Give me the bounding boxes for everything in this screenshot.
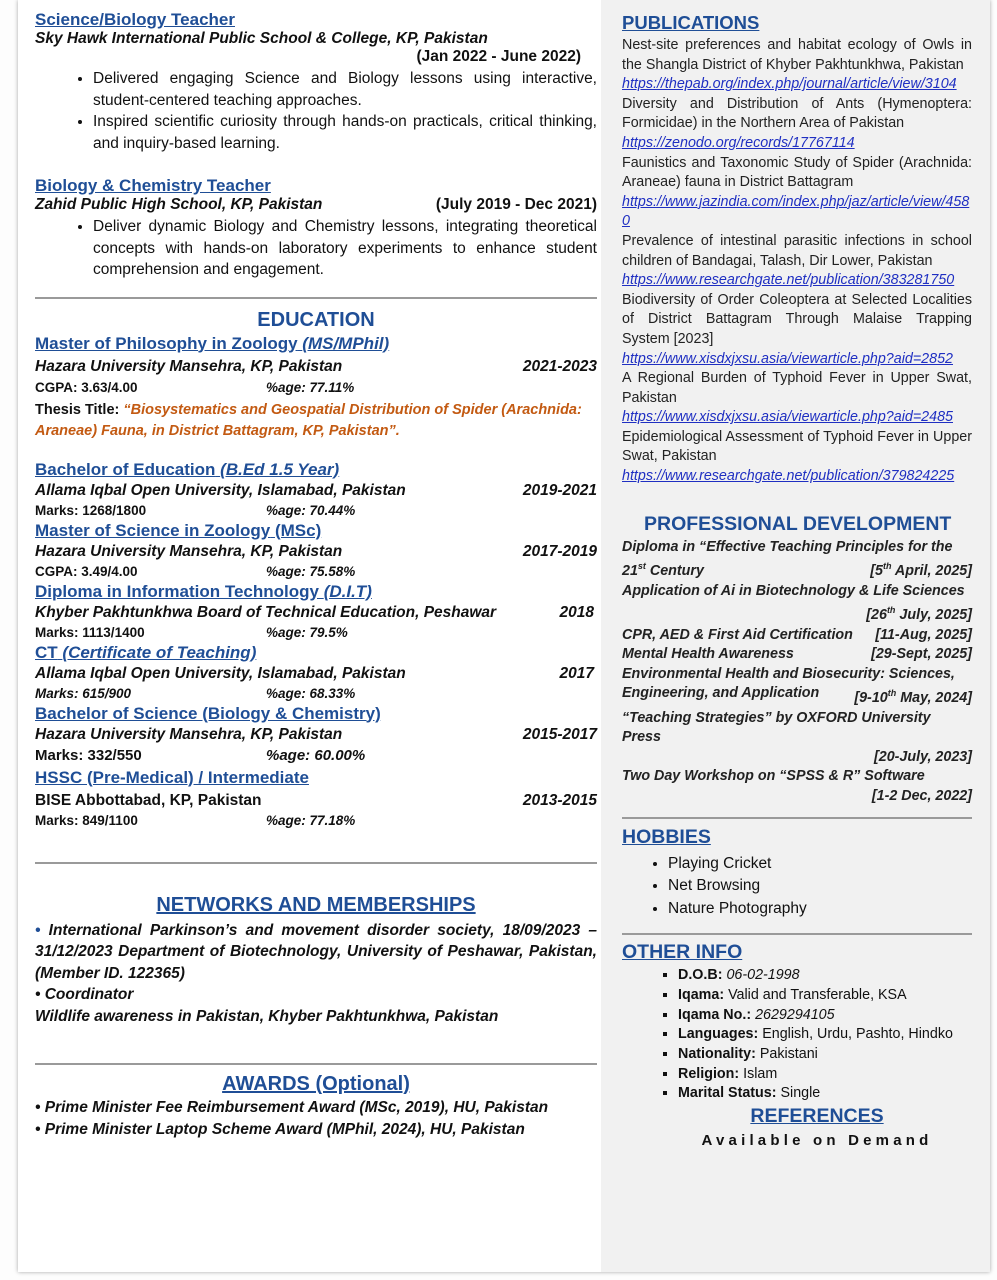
award-text: Prime Minister Fee Reimbursement Award (MSc, 2019), HU, Pakistan bbox=[44, 1099, 549, 1116]
network-role: Coordinator bbox=[44, 986, 134, 1003]
info-item bbox=[678, 1084, 972, 1104]
award-item: • Prime Minister Laptop Scheme Award (MPhil, 2024), HU, Pakistan bbox=[35, 1120, 525, 1138]
publication-item bbox=[622, 291, 972, 369]
publication-title: Diversity and Distribution of Ants (Hymenoptera: Formicidae) in the Northern Area of Pakistan bbox=[622, 95, 972, 132]
right-column bbox=[622, 12, 972, 1149]
degree-marks bbox=[35, 686, 597, 701]
degree-abbr: (D.I.T) bbox=[323, 581, 372, 601]
degree-marks bbox=[35, 380, 597, 395]
job-bullets bbox=[35, 68, 597, 154]
degree-abbr: (Certificate of Teaching) bbox=[62, 642, 257, 662]
degree-item bbox=[35, 768, 597, 828]
degree-title bbox=[35, 582, 597, 602]
degree-name: Master of Philosophy in Zoology bbox=[35, 333, 298, 353]
pd-text: [5 bbox=[870, 563, 883, 580]
publication-title: Biodiversity of Order Coleoptera at Selected Localities of District Battagram Through Malaise Trapping System [2023] bbox=[622, 291, 972, 347]
pd-text: April, 2025] bbox=[891, 563, 972, 580]
degree-inst: Hazara University Mansehra, KP, Pakistan bbox=[35, 725, 343, 743]
degree-years: 2021-2023 bbox=[522, 357, 597, 375]
pd-date bbox=[854, 684, 972, 708]
publication-item bbox=[622, 36, 972, 95]
degree-years: 2013-2015 bbox=[522, 791, 597, 809]
degree-pct: %age: 68.33% bbox=[266, 685, 356, 701]
pd-sup: th bbox=[887, 688, 897, 699]
pd-item bbox=[622, 665, 972, 709]
publication-link[interactable]: https://thepab.org/index.php/journal/article/view/3104 bbox=[622, 76, 957, 93]
degree-score: Marks: 849/1100 bbox=[35, 812, 138, 828]
degree-item bbox=[35, 643, 597, 701]
job-bullet: • Inspired scientific curiosity through hands-on practicals, critical thinking, and inquiry-based learning. bbox=[93, 111, 597, 154]
degree-score: Marks: 615/900 bbox=[35, 685, 132, 701]
publications-list bbox=[622, 36, 972, 487]
pd-date: [29-Sept, 2025] bbox=[871, 646, 972, 663]
publication-link[interactable]: https://zenodo.org/records/17767114 bbox=[622, 134, 855, 151]
pd-date: [11-Aug, 2025] bbox=[875, 626, 972, 643]
divider bbox=[35, 297, 597, 299]
degree-pct: %age: 70.44% bbox=[266, 502, 356, 518]
job-dates: (Jan 2022 - June 2022) bbox=[416, 48, 581, 65]
pd-sup: th bbox=[882, 561, 892, 572]
award-item: • Prime Minister Fee Reimbursement Award (MSc, 2019), HU, Pakistan bbox=[35, 1099, 549, 1116]
degree-inst: Hazara University Mansehra, KP, Pakistan bbox=[35, 357, 343, 375]
degree-item bbox=[35, 521, 597, 579]
degree-pct: %age: 79.5% bbox=[266, 624, 348, 640]
job-org bbox=[35, 30, 597, 48]
info-value: Valid and Transferable, KSA bbox=[724, 986, 907, 1003]
publication-link[interactable]: https://www.researchgate.net/publication/383281750 bbox=[622, 272, 955, 289]
divider bbox=[622, 817, 972, 819]
info-label: D.O.B: bbox=[678, 967, 723, 984]
network-detail: Wildlife awareness in Pakistan, Khyber Pakhtunkhwa, Pakistan bbox=[35, 1007, 499, 1025]
pd-date bbox=[870, 557, 972, 581]
degree-inst: Allama Iqbal Open University, Islamabad, Pakistan bbox=[35, 481, 406, 499]
degree-marks bbox=[35, 747, 597, 764]
degree-years: 2018 bbox=[559, 603, 594, 621]
info-value: 06-02-1998 bbox=[722, 967, 800, 984]
divider bbox=[35, 862, 597, 864]
degree-years: 2017-2019 bbox=[522, 542, 597, 560]
info-label: Marital Status: bbox=[678, 1085, 777, 1102]
degree-score: CGPA: 3.49/4.00 bbox=[35, 563, 138, 579]
thesis-label: Thesis Title: bbox=[35, 401, 120, 418]
pd-sup: st bbox=[637, 561, 646, 572]
degree-title bbox=[35, 460, 597, 480]
hobby-item: • Net Browsing bbox=[668, 875, 972, 898]
pd-title-cont: Engineering, and Application bbox=[622, 685, 820, 702]
other-info-list bbox=[622, 966, 972, 1104]
awards-heading: AWARDS (Optional) bbox=[222, 1073, 410, 1095]
degree-abbr: (MS/MPhil) bbox=[302, 333, 390, 353]
job-bullet: • Delivered engaging Science and Biology lessons using interactive, student-centered teaching approaches. bbox=[93, 68, 597, 111]
degree-marks bbox=[35, 503, 597, 518]
pd-item bbox=[622, 626, 972, 646]
hobby-item: • Nature Photography bbox=[668, 898, 972, 921]
degree-score: Marks: 1268/1800 bbox=[35, 502, 147, 518]
pd-text: [26 bbox=[866, 606, 887, 623]
degree-inst-row bbox=[35, 543, 597, 561]
pd-date: [1-2 Dec, 2022] bbox=[871, 788, 972, 805]
pd-title: “Teaching Strategies” by OXFORD University Press bbox=[622, 709, 931, 746]
pd-line bbox=[622, 557, 972, 581]
degree-name: Master of Science in Zoology bbox=[35, 520, 271, 540]
pd-title: Diploma in “Effective Teaching Principles for the bbox=[622, 538, 953, 555]
education-heading: EDUCATION bbox=[257, 308, 375, 331]
references-text: Available on Demand bbox=[701, 1132, 933, 1150]
degree-marks bbox=[35, 813, 597, 828]
degree-title bbox=[35, 521, 597, 541]
degree-inst: Allama Iqbal Open University, Islamabad, Pakistan bbox=[35, 664, 406, 682]
degree-inst: Hazara University Mansehra, KP, Pakistan bbox=[35, 542, 343, 560]
job-org-text: Sky Hawk International Public School & College, KP, Pakistan bbox=[35, 30, 488, 47]
degree-item bbox=[35, 460, 597, 518]
publication-item bbox=[622, 154, 972, 232]
degree-years: 2015-2017 bbox=[522, 725, 597, 743]
hobbies-heading: HOBBIES bbox=[622, 825, 711, 848]
degree-inst-row bbox=[35, 358, 597, 376]
degree-inst-row bbox=[35, 665, 597, 683]
pd-sup: th bbox=[886, 605, 896, 616]
networks-body bbox=[35, 920, 597, 1028]
job-org-text: Zahid Public High School, KP, Pakistan bbox=[35, 196, 323, 213]
info-label: Iqama: bbox=[678, 986, 725, 1003]
degree-pct: %age: 77.18% bbox=[266, 812, 356, 828]
job-bullet: • Deliver dynamic Biology and Chemistry lessons, integrating theoretical concepts with hands-on laboratory experiments to enhance student comprehension and engagement. bbox=[93, 216, 597, 281]
degree-pct: %age: 60.00% bbox=[266, 746, 366, 764]
network-item: • International Parkinson’s and movement disorder society, 18/09/2023 – 31/12/2023 Department of Biotechnology, University of Peshawar, Pakistan, (Member ID. 122365) bbox=[35, 921, 598, 982]
award-text: Prime Minister Laptop Scheme Award (MPhil, 2024), HU, Pakistan bbox=[44, 1120, 525, 1138]
info-item bbox=[678, 986, 972, 1006]
job-dates: (July 2019 - Dec 2021) bbox=[435, 196, 597, 213]
degree-item bbox=[35, 704, 597, 764]
degree-inst-row bbox=[35, 792, 597, 810]
info-item bbox=[678, 1045, 972, 1065]
pd-item bbox=[622, 767, 972, 806]
degree-name: Diploma in Information Technology bbox=[35, 581, 319, 601]
info-label: Nationality: bbox=[678, 1045, 756, 1062]
job-bullets bbox=[35, 216, 597, 281]
degree-name: Bachelor of Education bbox=[35, 459, 216, 479]
info-label: Languages: bbox=[678, 1026, 759, 1043]
degree-abbr: (B.Ed 1.5 Year) bbox=[220, 459, 340, 479]
degree-title: Bachelor of Science (Biology & Chemistry) bbox=[35, 703, 381, 723]
degree-years: 2019-2021 bbox=[522, 481, 597, 499]
degree-abbr: (MSc) bbox=[274, 520, 322, 540]
info-item bbox=[678, 1006, 972, 1026]
pd-line bbox=[622, 684, 972, 708]
pd-item bbox=[622, 582, 972, 626]
info-item bbox=[678, 966, 972, 986]
info-item bbox=[678, 1065, 972, 1085]
info-item bbox=[678, 1025, 972, 1045]
publication-link[interactable]: https://www.researchgate.net/publication/379824225 bbox=[622, 468, 955, 485]
pd-title: Mental Health Awareness bbox=[622, 646, 794, 663]
job-org bbox=[35, 196, 597, 214]
job-title: Science/Biology Teacher bbox=[35, 10, 235, 29]
degree-pct: %age: 77.11% bbox=[266, 379, 355, 395]
publication-item bbox=[622, 95, 972, 154]
pd-text: Century bbox=[645, 563, 704, 580]
publication-title: Nest-site preferences and habitat ecology of Owls in the Shangla District of Khyber Pakhtunkhwa, Pakistan bbox=[622, 37, 972, 73]
experience-item bbox=[35, 176, 597, 281]
pd-item bbox=[622, 709, 972, 768]
degree-item bbox=[35, 334, 597, 442]
experience-item bbox=[35, 10, 597, 154]
publication-link[interactable]: https://www.jazindia.com/index.php/jaz/article/view/4580 bbox=[622, 193, 970, 230]
publication-title: A Regional Burden of Typhoid Fever in Upper Swat, Pakistan bbox=[622, 370, 972, 406]
info-label: Iqama No.: bbox=[678, 1006, 752, 1023]
pd-text: [9-10 bbox=[854, 690, 888, 707]
degree-inst-row bbox=[35, 482, 597, 500]
degree-title: HSSC (Pre-Medical) / Intermediate bbox=[35, 767, 309, 787]
degree-pct: %age: 75.58% bbox=[266, 563, 356, 579]
publication-link[interactable]: https://www.xisdxjxsu.asia/viewarticle.php?aid=2852 bbox=[622, 350, 953, 367]
pd-date: [20-July, 2023] bbox=[873, 748, 972, 765]
degree-title bbox=[35, 643, 597, 663]
degree-inst: BISE Abbottabad, KP, Pakistan bbox=[35, 791, 262, 809]
professional-list bbox=[622, 538, 972, 807]
thesis bbox=[35, 400, 597, 442]
degree-title bbox=[35, 334, 597, 354]
network-item: • Coordinator bbox=[35, 986, 134, 1003]
resume-page bbox=[18, 0, 990, 1272]
degree-inst-row bbox=[35, 604, 597, 622]
pd-title: Application of Ai in Biotechnology & Life Sciences bbox=[622, 582, 965, 599]
degree-name: CT bbox=[35, 642, 58, 662]
info-value: Pakistani bbox=[755, 1045, 818, 1062]
publication-title: Prevalence of intestinal parasitic infections in school children of Bandagai, Talash, Dir Lower, Pakistan bbox=[622, 232, 972, 269]
job-title: Biology & Chemistry Teacher bbox=[35, 176, 271, 195]
degree-score: CGPA: 3.63/4.00 bbox=[35, 379, 138, 395]
professional-heading: PROFESSIONAL DEVELOPMENT bbox=[644, 512, 952, 535]
info-value: 2629294105 bbox=[751, 1006, 835, 1023]
degree-score: Marks: 1113/1400 bbox=[35, 624, 145, 640]
pd-text: July, 2025] bbox=[895, 606, 972, 623]
publication-item bbox=[622, 232, 972, 291]
pd-title: Two Day Workshop on “SPSS & R” Software bbox=[622, 768, 925, 785]
divider bbox=[35, 1063, 597, 1065]
publication-item bbox=[622, 369, 972, 428]
info-label: Religion: bbox=[678, 1065, 740, 1082]
network-text: International Parkinson’s and movement disorder society, 18/09/2023 – 31/12/2023 Department of Biotechnology, University of Peshawar, Pakistan, (Member ID. 122365) bbox=[35, 921, 598, 982]
left-column bbox=[35, 8, 597, 1140]
publication-title: Faunistics and Taxonomic Study of Spider (Arachnida: Araneae) fauna in District Battagram bbox=[622, 154, 972, 191]
publications-heading: PUBLICATIONS bbox=[622, 12, 760, 33]
references-heading: REFERENCES bbox=[750, 1105, 884, 1128]
pd-date bbox=[622, 601, 972, 625]
info-value: English, Urdu, Pashto, Hindko bbox=[758, 1026, 953, 1043]
awards-body bbox=[35, 1097, 597, 1140]
pd-title-cont bbox=[622, 557, 704, 581]
pd-item bbox=[622, 538, 972, 582]
divider bbox=[622, 933, 972, 935]
pd-title: Environmental Health and Biosecurity: Sciences, bbox=[622, 665, 955, 682]
info-value: Single bbox=[776, 1085, 821, 1102]
thesis-title: “Biosystematics and Geospatial Distribution of Spider (Arachnida: Araneae) Fauna, in District Battagram, KP, Pakistan”. bbox=[35, 401, 582, 439]
degree-inst-row bbox=[35, 726, 597, 744]
pd-item bbox=[622, 645, 972, 665]
publication-title: Epidemiological Assessment of Typhoid Fever in Upper Swat, Pakistan bbox=[622, 428, 972, 465]
networks-heading: NETWORKS AND MEMBERSHIPS bbox=[156, 893, 476, 916]
pd-title: CPR, AED & First Aid Certification bbox=[622, 626, 853, 643]
pd-text: 21 bbox=[622, 563, 638, 580]
degree-years: 2017 bbox=[559, 664, 594, 682]
info-value: Islam bbox=[739, 1065, 778, 1082]
degree-inst: Khyber Pakhtunkhwa Board of Technical Education, Peshawar bbox=[35, 603, 497, 621]
degree-marks bbox=[35, 564, 597, 579]
hobby-item: • Playing Cricket bbox=[668, 853, 972, 876]
other-info-heading: OTHER INFO bbox=[622, 941, 743, 964]
publication-item bbox=[622, 428, 972, 487]
publication-link[interactable]: https://www.xisdxjxsu.asia/viewarticle.php?aid=2485 bbox=[622, 409, 953, 426]
degree-item bbox=[35, 582, 597, 640]
hobbies-list bbox=[622, 853, 972, 921]
degree-score: Marks: 332/550 bbox=[35, 746, 142, 764]
pd-text: May, 2024] bbox=[896, 690, 972, 707]
degree-marks bbox=[35, 625, 597, 640]
